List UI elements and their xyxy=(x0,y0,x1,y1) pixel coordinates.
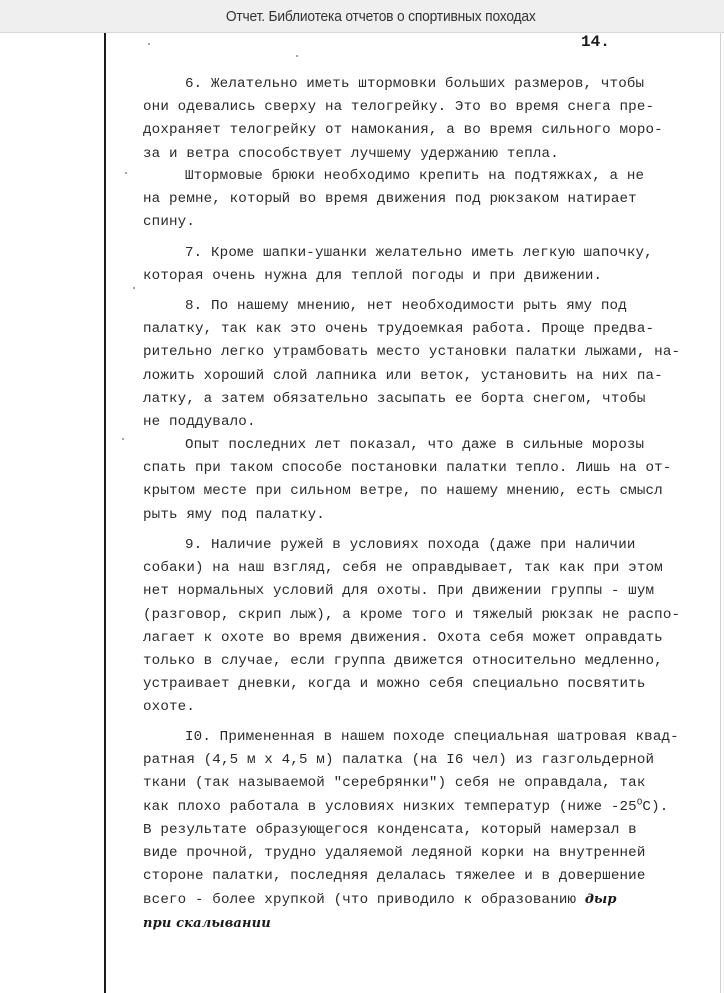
text-line: спину. xyxy=(143,214,195,231)
text-line: палатку, так как это очень трудоемкая работа. Проще предва- xyxy=(143,321,655,338)
text-line: спать при таком способе постановки палатки тепло. Лишь на от- xyxy=(143,460,672,477)
text-line: 7. Кроме шапки-ушанки желательно иметь легкую шапочку, xyxy=(185,245,653,261)
text-line: 9. Наличие ружей в условиях похода (даже при наличии xyxy=(185,537,636,553)
text-line: виде прочной, трудно удаляемой ледяной корки на внутренней xyxy=(143,844,646,861)
paragraph-6-continued xyxy=(143,165,703,235)
scan-speck xyxy=(296,55,298,57)
paragraph-6 xyxy=(143,73,703,166)
text-line: на ремне, который во время движения под рюкзаком натирает xyxy=(143,191,637,208)
text-line: Опыт последних лет показал, что даже в сильные морозы xyxy=(185,437,645,453)
text-line: дохраняет телогрейку от намокания, а во время сильного моро- xyxy=(143,122,663,139)
text-line: 6. Желательно иметь штормовки больших размеров, чтобы xyxy=(185,76,645,92)
page-margin-line xyxy=(104,33,106,993)
handwritten-annotation-line: при скалывании xyxy=(143,915,271,931)
text-line-temperature xyxy=(143,796,703,819)
text-line: охоте. xyxy=(143,699,195,716)
paragraph-8 xyxy=(143,295,703,434)
text-line: ложить хороший слой лапника или веток, установить на них па- xyxy=(143,367,663,384)
text-line: которая очень нужна для теплой погоды и при движении. xyxy=(143,268,603,285)
text-line: за и ветра способствует лучшему удержанию тепла. xyxy=(143,145,559,162)
scan-speck xyxy=(148,43,150,45)
text-line: рительно легко утрамбовать место установки палатки лыжами, на- xyxy=(143,344,681,361)
scan-speck xyxy=(133,287,135,289)
page-number: 14. xyxy=(581,33,610,51)
text-line: только в случае, если группа движется относительно медленно, xyxy=(143,652,663,669)
text-segment: всего - более хрупкой (что приводило к образованию xyxy=(143,892,585,909)
text-segment: C). xyxy=(642,798,669,815)
text-line: собаки) на наш взгляд, себя не оправдывает, так как при этом xyxy=(143,560,663,577)
text-line: стороне палатки, последняя делалась тяжелее и в довершение xyxy=(143,868,646,885)
scan-speck xyxy=(122,438,124,440)
handwritten-annotation: дыр xyxy=(584,892,617,908)
text-line-with-handwriting xyxy=(143,888,703,911)
text-line: устраивает дневки, когда и можно себя специально посвятить xyxy=(143,676,646,693)
paragraph-9 xyxy=(143,534,703,720)
text-line: нет нормальных условий для охоты. При движении группы - шум xyxy=(143,583,655,600)
text-line: В результате образующегося конденсата, который намерзал в xyxy=(143,821,637,838)
text-segment: как плохо работала в условиях низких температур (ниже -25 xyxy=(143,798,637,815)
text-line: (разговор, скрип лыж), а кроме того и тяжелый рюкзак не распо- xyxy=(143,606,681,623)
text-line: лагает к охоте во время движения. Охота себя может оправдать xyxy=(143,629,663,646)
text-line: крытом месте при сильном ветре, по нашему мнению, есть смысл xyxy=(143,483,663,500)
page-right-edge xyxy=(720,33,721,993)
text-line: не поддувало. xyxy=(143,413,256,430)
text-line: ткани (так называемой "серебрянки") себя не оправдала, так xyxy=(143,775,646,792)
paragraph-10 xyxy=(143,726,703,935)
scanned-document-page xyxy=(0,33,724,993)
text-line: латку, а затем обязательно засыпать ее борта снегом, чтобы xyxy=(143,390,646,407)
page-title: Отчет. Библиотека отчетов о спортивных походах xyxy=(225,7,536,25)
header-bar xyxy=(0,0,724,33)
text-line: ратная (4,5 м х 4,5 м) палатка (на I6 чел) из газгольдерной xyxy=(143,752,655,769)
degree-superscript: O xyxy=(636,796,643,807)
text-line: Штормовые брюки необходимо крепить на подтяжках, а не xyxy=(185,168,645,184)
paragraph-8-continued xyxy=(143,434,703,527)
text-line: 8. По нашему мнению, нет необходимости рыть яму под xyxy=(185,298,627,314)
paragraph-7 xyxy=(143,242,703,288)
text-line: рыть яму под палатку. xyxy=(143,506,325,523)
text-line: они одевались сверху на телогрейку. Это во время снега пре- xyxy=(143,99,655,116)
scan-speck xyxy=(125,172,127,174)
text-line: I0. Примененная в нашем походе специальная шатровая квад- xyxy=(185,729,679,745)
